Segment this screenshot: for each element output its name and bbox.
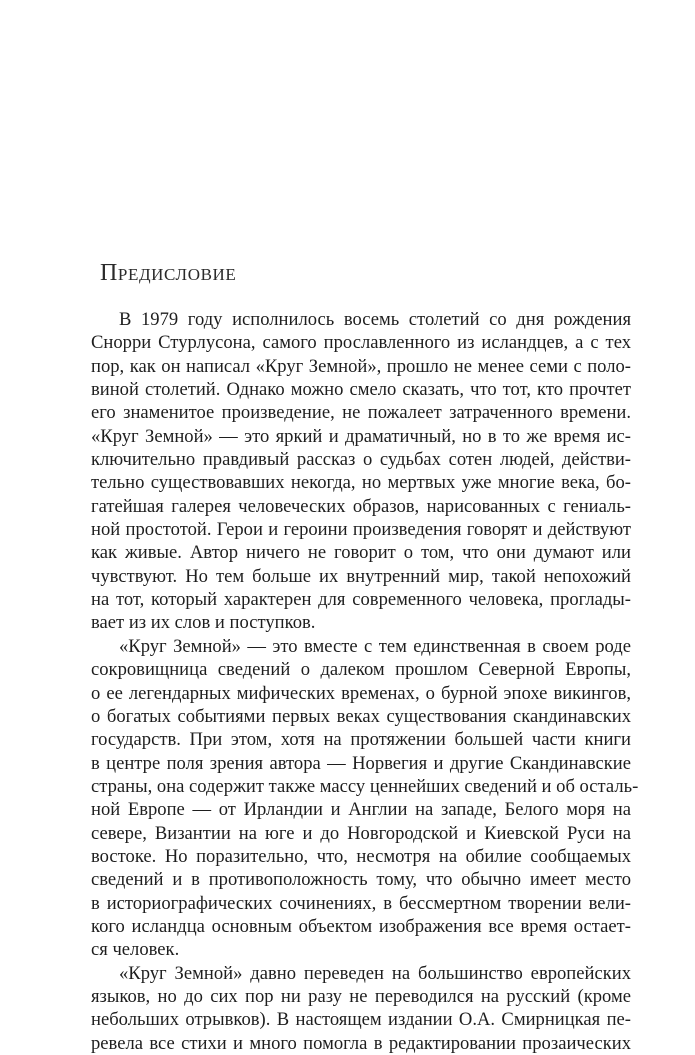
- text-line: небольших отрывков). В настоящем издании О.А. Смирницкая пе-: [91, 1009, 631, 1031]
- text-line: «Круг Земной» — это вместе с тем единственная в своем роде: [119, 635, 631, 657]
- text-line: страны, она содержит также массу ценнейших сведений и об осталь-: [91, 775, 639, 797]
- paragraph: [91, 962, 631, 1055]
- text-line: пор, как он написал «Круг Земной», прошло не менее семи с поло-: [91, 355, 631, 377]
- text-line: ключительно правдивый рассказ о судьбах сотен людей, действи-: [91, 449, 631, 471]
- text-line: вает из их слов и поступков.: [91, 612, 316, 634]
- text-line: государств. При этом, хотя на протяжении большей части книги: [91, 729, 631, 751]
- text-line: в центре поля зрения автора — Норвегия и другие Скандинавские: [91, 752, 631, 774]
- text-line: кого исландца основным объектом изображения все время остает-: [91, 915, 631, 937]
- body-text: [91, 308, 639, 1055]
- text-line: гатейшая галерея человеческих образов, нарисованных с гениаль-: [91, 495, 631, 517]
- text-line: его знаменитое произведение, не пожалеет затраченного времени.: [91, 402, 631, 424]
- text-line: В 1979 году исполнилось восемь столетий со дня рождения: [119, 309, 631, 330]
- text-line: в историографических сочинениях, в бессмертном творении вели-: [91, 892, 631, 914]
- text-line: виной столетий. Однако можно смело сказать, что тот, кто прочтет: [91, 379, 631, 401]
- text-line: ся человек.: [91, 939, 180, 961]
- text-line: сведений и в противоположность тому, что обычно имеет место: [91, 869, 631, 891]
- text-line: о богатых событиями первых веках существования скандинавских: [91, 705, 631, 727]
- text-line: языков, но до сих пор ни разу не переводился на русский (кроме: [91, 985, 631, 1007]
- text-line: на тот, который характерен для современного человека, проглады-: [91, 589, 631, 611]
- text-line: Снорри Стурлусона, самого прославленного из исландцев, а с тех: [91, 332, 631, 354]
- paragraph: [91, 635, 639, 962]
- text-line: севере, Византии на юге и до Новгородской и Киевской Руси на: [91, 822, 631, 844]
- paragraph: [91, 308, 631, 635]
- text-line: сокровищница сведений о далеком прошлом Северной Европы,: [91, 659, 631, 681]
- text-line: о ее легендарных мифических временах, о бурной эпохе викингов,: [91, 682, 631, 704]
- text-line: «Круг Земной» давно переведен на большинство европейских: [119, 962, 631, 984]
- text-line: востоке. Но поразительно, что, несмотря на обилие сообщаемых: [91, 845, 631, 867]
- text-line: ной простотой. Герои и героини произведения говорят и действуют: [91, 519, 631, 541]
- text-line: ревела все стихи и много помогла в редактировании прозаических: [91, 1032, 631, 1054]
- text-line: как живые. Автор ничего не говорит о том, что они думают или: [91, 542, 631, 564]
- text-line: ной Европе — от Ирландии и Англии на западе, Белого моря на: [91, 799, 631, 821]
- text-line: тельно существовавших некогда, но мертвых уже многие века, бо-: [91, 472, 631, 494]
- text-line: чувствуют. Но тем больше их внутренний мир, такой непохожий: [91, 565, 631, 587]
- text-line: «Круг Земной» — это яркий и драматичный, но в то же время ис-: [91, 425, 631, 447]
- chapter-heading: Предисловие: [100, 260, 237, 286]
